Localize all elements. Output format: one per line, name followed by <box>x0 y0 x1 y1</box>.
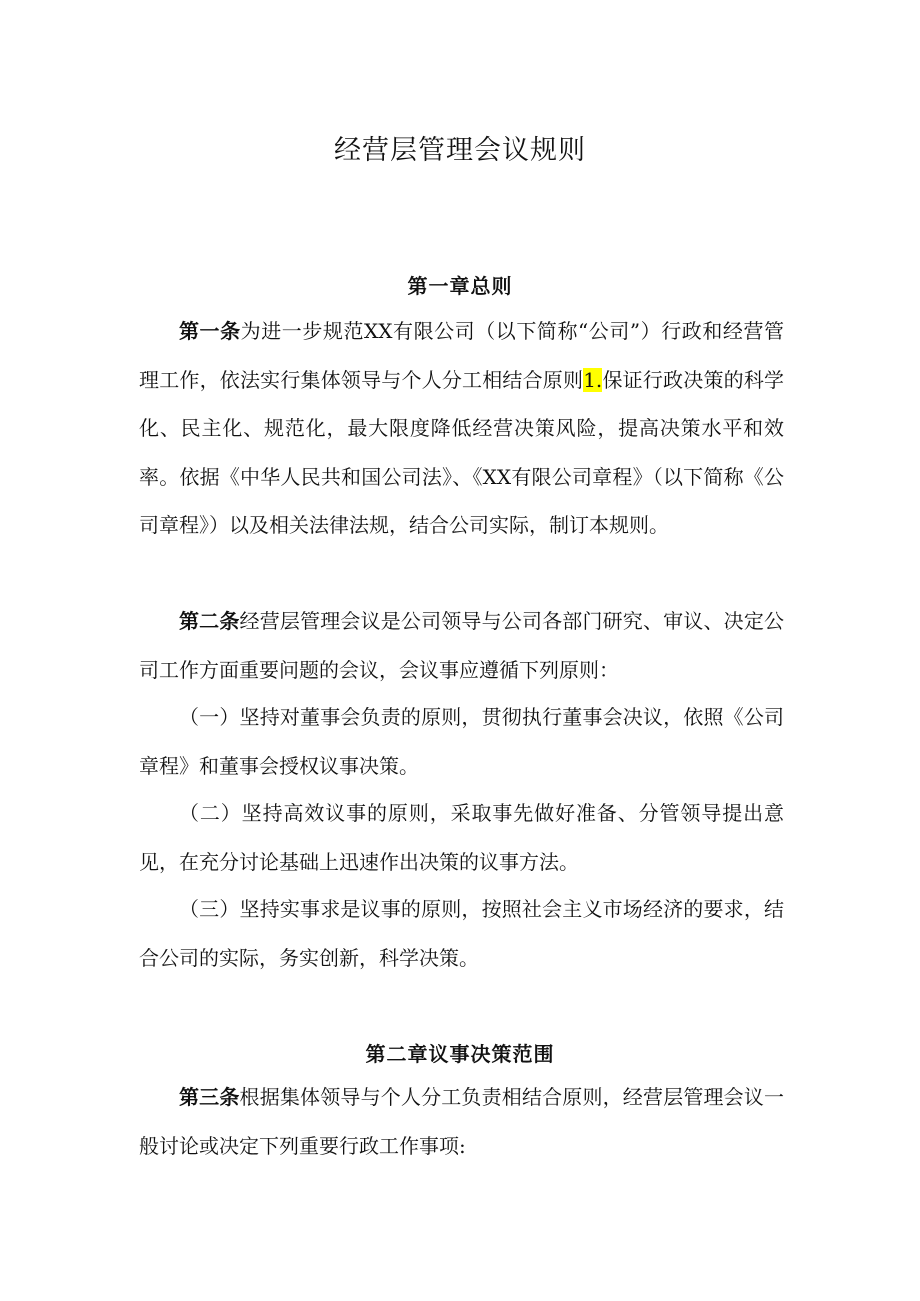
highlighted-text: 1. <box>583 367 603 392</box>
article-2-label: 第二条 <box>179 609 240 633</box>
article-1-text-part-1: 为进一步规范XX有限公司（以下简称“公司”）行政和经营管理工作，依法实行集体领导与个人分工相结合原则 <box>139 319 784 392</box>
article-3-text: 根据集体领导与个人分工负责相结合原则，经营层管理会议一般讨论或决定下列重要行政工作事项: <box>139 1085 785 1158</box>
chapter-2-heading: 第二章议事决策范围 <box>365 1042 555 1066</box>
document-title: 经营层管理会议规则 <box>334 135 586 166</box>
chapter-1-heading: 第一章总则 <box>407 274 513 298</box>
principle-3: （三）坚持实事求是议事的原则，按照社会主义市场经济的要求，结合公司的实际，务实创新，科学决策。 <box>139 897 784 970</box>
principle-2: （二）坚持高效议事的原则，采取事先做好准备、分管领导提出意见，在充分讨论基础上迅速作出决策的议事方法。 <box>139 801 784 874</box>
article-1-label: 第一条 <box>179 319 241 343</box>
article-2 <box>139 597 784 694</box>
article-3 <box>139 1073 784 1170</box>
article-1-text-part-2: 保证行政决策的科学化、民主化、规范化，最大限度降低经营决策风险，提高决策水平和效率。依据《中华人民共和国公司法》、《XX有限公司章程》（以下简称《公司章程》）以及相关法律法规，结合公司实际，制订本规则。 <box>139 367 785 537</box>
principle-1: （一）坚持对董事会负责的原则，贯彻执行董事会决议，依照《公司章程》和董事会授权议事决策。 <box>139 705 784 778</box>
article-3-label: 第三条 <box>179 1085 240 1109</box>
article-1 <box>139 307 784 550</box>
article-2-text: 经营层管理会议是公司领导与公司各部门研究、审议、决定公司工作方面重要问题的会议，会议事应遵循下列原则： <box>139 609 785 682</box>
